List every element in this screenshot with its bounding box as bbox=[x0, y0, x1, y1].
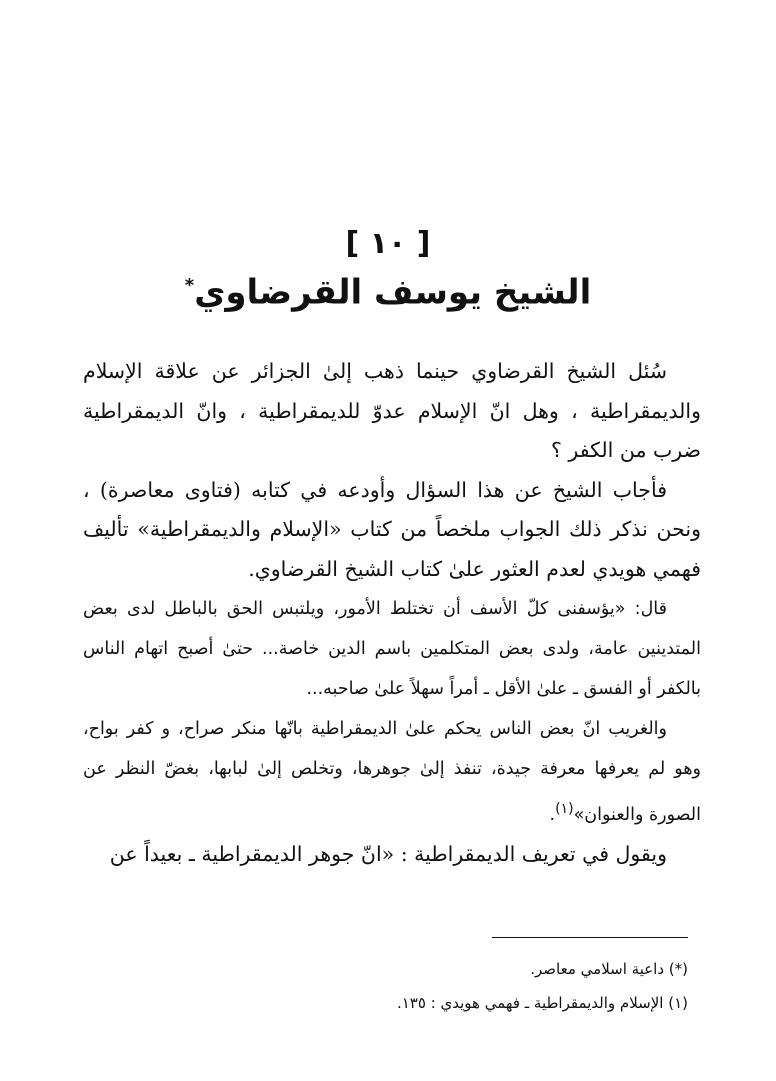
footnote-divider bbox=[492, 937, 688, 938]
chapter-title bbox=[0, 262, 776, 316]
quote-paragraph-1: قال: «يؤسفنى كلّ الأسف أن تختلط الأمور، ويلتبس الحق بالباطل لدى بعض المتدينين عامة، ولدى بعض المتكلمين باسم الدين خاصة... حتىٰ أصبح اتهام الناس بالكفر أو الفسق ـ علىٰ الأقل ـ أمراً سهلاً علىٰ صاحبه... bbox=[83, 599, 701, 699]
footnote-source: (١) الإسلام والديمقراطية ـ فهمي هويدي : ١٣٥. bbox=[396, 994, 688, 1012]
footnote-author: (*) داعية اسلامي معاصر. bbox=[530, 960, 688, 978]
body-text bbox=[83, 352, 701, 874]
paragraph-question: سُئل الشيخ القرضاوي حينما ذهب إلىٰ الجزائر عن علاقة الإسلام والديمقراطية ، وهل انّ الإسلام عدوّ للديمقراطية ، وانّ الديمقراطية ضرب من الكفر ؟ bbox=[83, 359, 701, 462]
chapter-title-text: الشيخ يوسف القرضاوي bbox=[194, 272, 592, 313]
chapter-number: [ ١٠ ] bbox=[345, 226, 431, 261]
paragraph-definition: ويقول في تعريف الديمقراطية : «انّ جوهر الديمقراطية ـ بعيداً عن bbox=[109, 841, 667, 866]
quote-paragraph-2: والغريب انّ بعض الناس يحكم علىٰ الديمقراطية بانّها منكر صراح، و كفر بواح، وهو لم يعرفها معرفة جيدة، تنفذ إلىٰ جوهرها، وتخلص إلىٰ لبابها، بغضّ النظر عن الصورة والعنوان»$^{(١)}$. bbox=[83, 719, 701, 825]
footnotes bbox=[84, 952, 688, 1020]
footnote-reference: (١) bbox=[555, 801, 574, 817]
quote-paragraph-2-text: والغريب انّ بعض الناس يحكم علىٰ الديمقراطية بانّها منكر صراح، و كفر بواح، وهو لم يعرفها معرفة جيدة، تنفذ إلىٰ جوهرها، وتخلص إلىٰ لبابها، بغضّ النظر عن الصورة والعنوان» bbox=[83, 719, 701, 825]
paragraph-answer: فأجاب الشيخ عن هذا السؤال وأودعه في كتابه (فتاوى معاصرة) ، ونحن نذكر ذلك الجواب ملخصاً من كتاب «الإسلام والديمقراطية» تأليف فهمي هويدي لعدم العثور علىٰ كتاب الشيخ القرضاوي. bbox=[83, 477, 701, 581]
title-footnote-mark: * bbox=[184, 275, 195, 296]
